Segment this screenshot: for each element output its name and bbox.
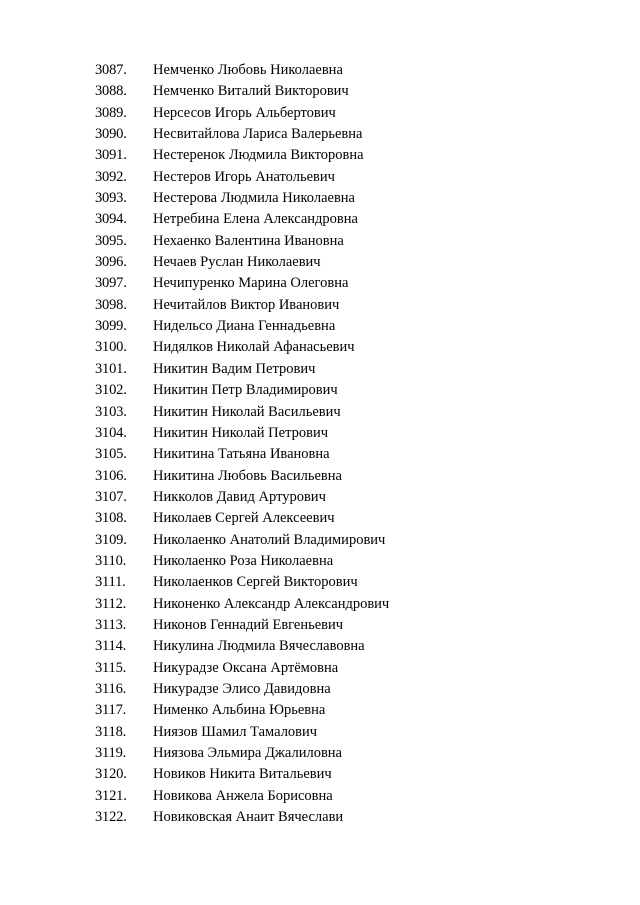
entry-number: 3105. <box>95 446 127 463</box>
entry-name: Новиков Никита Витальевич <box>153 766 332 783</box>
entry-name: Нестеров Игорь Анатольевич <box>153 168 335 185</box>
entry-number: 3120. <box>95 766 127 783</box>
entry-name: Никурадзе Оксана Артёмовна <box>153 659 339 676</box>
entry-name: Ниязов Шамил Тамалович <box>153 723 318 740</box>
list-item <box>0 231 640 252</box>
list-item <box>0 273 640 294</box>
entry-name: Никитин Николай Петрович <box>153 424 328 441</box>
entry-name: Николаенков Сергей Викторович <box>153 574 358 591</box>
entry-name: Николаенко Роза Николаевна <box>153 552 334 569</box>
list-item <box>0 145 640 166</box>
entry-name: Нидельсо Диана Геннадьевна <box>153 318 336 335</box>
list-item <box>0 103 640 124</box>
entry-name: Никурадзе Элисо Давидовна <box>153 680 331 697</box>
entry-number: 3119. <box>95 745 127 761</box>
entry-name: Нидялков Николай Афанасьевич <box>153 339 355 356</box>
list-item <box>0 743 640 764</box>
entry-number: 3106. <box>95 467 127 484</box>
entry-name: Никитин Николай Васильевич <box>153 403 341 420</box>
entry-name: Николаев Сергей Алексеевич <box>153 510 335 527</box>
list-item <box>0 572 640 593</box>
entry-number: 3116. <box>95 680 127 697</box>
list-item <box>0 786 640 807</box>
list-item <box>0 679 640 700</box>
entry-number: 3107. <box>95 488 127 505</box>
entry-name: Новиковская Анаит Вячеслави <box>153 809 344 826</box>
entry-number: 3090. <box>95 126 127 143</box>
entry-number: 3121. <box>95 787 127 804</box>
entry-name: Никитина Любовь Васильевна <box>153 467 342 484</box>
list-item <box>0 124 640 145</box>
list-item <box>0 722 640 743</box>
entry-number: 3100. <box>95 339 127 356</box>
entry-name: Немченко Виталий Викторович <box>153 83 349 100</box>
entry-number: 3104. <box>95 424 127 441</box>
entry-number: 3089. <box>95 104 127 121</box>
entry-name: Никколов Давид Артурович <box>153 488 326 505</box>
entry-name: Ниязова Эльмира Джалиловна <box>153 745 342 761</box>
entry-name: Нестерова Людмила Николаевна <box>153 190 355 207</box>
list-item <box>0 295 640 316</box>
list-item <box>0 81 640 102</box>
list-item <box>0 188 640 209</box>
entry-name: Нечипуренко Марина Олеговна <box>153 275 349 292</box>
entry-number: 3117. <box>95 702 127 719</box>
entry-number: 3118. <box>95 723 127 740</box>
list-item <box>0 807 640 828</box>
entry-number: 3108. <box>95 510 127 527</box>
list-item <box>0 60 640 81</box>
entry-number: 3110. <box>95 552 127 569</box>
entry-number: 3088. <box>95 83 127 100</box>
entry-number: 3096. <box>95 254 127 271</box>
entry-number: 3103. <box>95 403 127 420</box>
list-item <box>0 380 640 401</box>
list-item <box>0 252 640 273</box>
entry-number: 3099. <box>95 318 127 335</box>
entry-name: Нерсесов Игорь Альбертович <box>153 104 336 121</box>
entry-number: 3091. <box>95 147 127 164</box>
entry-number: 3122. <box>95 809 127 826</box>
list-item <box>0 423 640 444</box>
entry-number: 3098. <box>95 296 127 313</box>
entry-number: 3097. <box>95 275 127 292</box>
list-item <box>0 508 640 529</box>
entry-name: Никитин Вадим Петрович <box>153 360 316 377</box>
list-item <box>0 337 640 358</box>
entry-number: 3114. <box>95 638 127 655</box>
list-item <box>0 764 640 785</box>
entry-name: Немченко Любовь Николаевна <box>153 62 343 78</box>
entry-name: Никоненко Александр Александрович <box>153 595 390 612</box>
entry-number: 3093. <box>95 190 127 207</box>
list-item <box>0 167 640 188</box>
list-item <box>0 209 640 230</box>
list-item <box>0 594 640 615</box>
entry-number: 3095. <box>95 232 127 249</box>
list-item <box>0 615 640 636</box>
list-item <box>0 444 640 465</box>
entry-name: Никитина Татьяна Ивановна <box>153 446 330 463</box>
entry-name: Никонов Геннадий Евгеньевич <box>153 616 344 633</box>
list-item <box>0 316 640 337</box>
list-item <box>0 359 640 380</box>
entry-name: Новикова Анжела Борисовна <box>153 787 333 804</box>
list-item <box>0 402 640 423</box>
entry-number: 3087. <box>95 62 127 78</box>
entry-name: Нестеренок Людмила Викторовна <box>153 147 364 164</box>
entry-name: Нечитайлов Виктор Иванович <box>153 296 340 313</box>
list-item <box>0 551 640 572</box>
list-item <box>0 636 640 657</box>
entry-name: Нетребина Елена Александровна <box>153 211 358 228</box>
entry-number: 3115. <box>95 659 127 676</box>
entry-number: 3112. <box>95 595 127 612</box>
list-item <box>0 466 640 487</box>
entry-name: Несвитайлова Лариса Валерьевна <box>153 126 363 143</box>
list-item <box>0 487 640 508</box>
entry-number: 3094. <box>95 211 127 228</box>
entry-number: 3109. <box>95 531 127 548</box>
entry-name: Нечаев Руслан Николаевич <box>153 254 321 271</box>
entry-number: 3102. <box>95 382 127 399</box>
entry-name: Никитин Петр Владимирович <box>153 382 338 399</box>
list-item <box>0 658 640 679</box>
entry-number: 3101. <box>95 360 127 377</box>
name-list <box>0 60 640 828</box>
entry-name: Никулина Людмила Вячеславовна <box>153 638 365 655</box>
entry-number: 3092. <box>95 168 127 185</box>
entry-name: Николаенко Анатолий Владимирович <box>153 531 386 548</box>
entry-name: Нехаенко Валентина Ивановна <box>153 232 344 249</box>
entry-number: 3111. <box>95 574 126 591</box>
list-item <box>0 530 640 551</box>
entry-number: 3113. <box>95 616 127 633</box>
list-item <box>0 700 640 721</box>
entry-name: Нименко Альбина Юрьевна <box>153 702 326 719</box>
